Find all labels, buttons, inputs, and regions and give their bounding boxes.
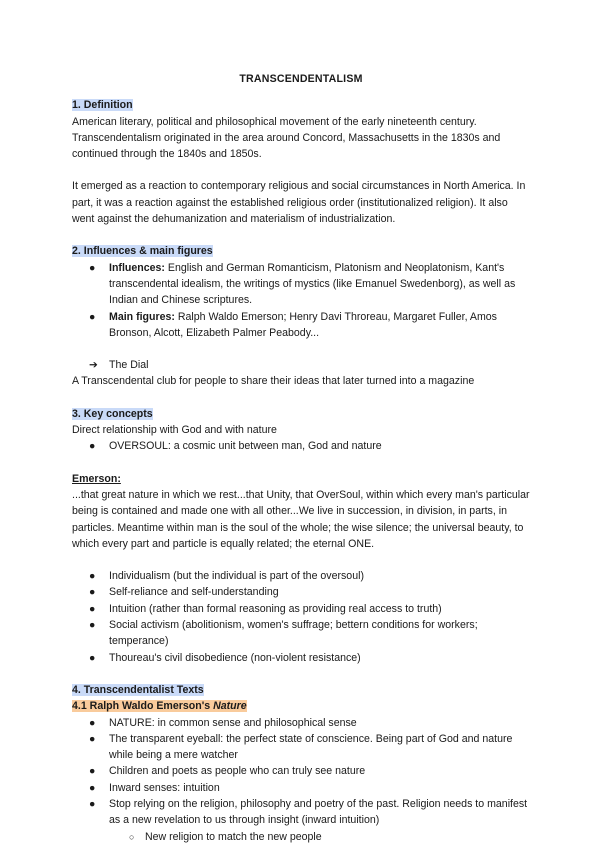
influences-list — [72, 260, 530, 341]
list-item: ● NATURE: in common sense and philosophical sense — [72, 715, 530, 731]
list-item: ● Inward senses: intuition — [72, 780, 530, 796]
list-item: ● Self-reliance and self-understanding — [72, 584, 530, 600]
circle-bullet-icon: ○ — [129, 831, 135, 842]
document-title: TRANSCENDENTALISM — [239, 73, 363, 85]
section-heading: 4. Transcendentalist Texts — [72, 683, 204, 696]
section-heading: 3. Key concepts — [72, 407, 153, 420]
list-item: ● Influences: English and German Romanticism, Platonism and Neoplatonism, Kant's transcendental idealism, the writings of mystics (like Emanuel Swedenborg), as well as Indian and Chinese scriptures. — [89, 261, 516, 307]
bullet-icon: ● — [89, 781, 96, 794]
section-key-concepts — [72, 406, 530, 666]
section-definition — [72, 97, 530, 227]
arrow-right-icon: ➔ — [89, 359, 98, 372]
bullet-icon: ● — [89, 765, 96, 778]
section-influences — [72, 243, 530, 389]
list-item: ● Individualism (but the individual is part of the oversoul) — [72, 568, 530, 584]
list-item: ● The transparent eyeball: the perfect state of conscience. Being part of God and nature while being a mere watcher — [89, 732, 513, 762]
bullet-icon: ● — [89, 651, 96, 664]
subsection-heading: 4.1 Ralph Waldo Emerson's Nature — [72, 700, 247, 713]
emerson-label: Emerson: — [72, 472, 121, 485]
bullet-icon: ● — [89, 586, 96, 599]
bullet-icon: ● — [89, 619, 96, 632]
emerson-quote: ...that great nature in which we rest...that Unity, that OverSoul, within which every man's particular being is contained and made one with all other...We live in succession, in division, in parts, in particles. Meantime within man is the soul of the whole; the wise silence; the universal beauty, to which every part and particle is equally related; the eternal ONE. — [72, 488, 530, 550]
section-heading: 2. Influences & main figures — [72, 245, 213, 258]
bullet-icon: ● — [89, 570, 96, 583]
paragraph: Direct relationship with God and with nature — [72, 424, 277, 437]
bullet-icon: ● — [89, 261, 96, 274]
list-item: ● Social activism (abolitionism, women's suffrage; bettern conditions for workers; temperance) — [89, 619, 478, 648]
list-item: ● Thoureau's civil disobedience (non-violent resistance) — [72, 650, 530, 666]
bullet-icon: ● — [89, 797, 96, 810]
list-item: ● Stop relying on the religion, philosophy and poetry of the past. Religion needs to manifest as a new revelation to us through insight (inward intuition) — [89, 797, 528, 827]
paragraph: It emerged as a reaction to contemporary religious and social circumstances in North America. In part, it was a reaction against the established religious order (institutionalized religion). It also went against the dehumanization and materialism of industrialization. — [72, 180, 526, 226]
list-item: ● Main figures: Ralph Waldo Emerson; Henry Davi Throreau, Margaret Fuller, Amos Bronson, Alcott, Elizabeth Palmer Peabody... — [89, 310, 497, 339]
bullet-icon: ● — [89, 310, 96, 323]
section-texts — [72, 682, 530, 845]
list-item: ● Children and poets as people who can truly see nature — [72, 763, 530, 779]
list-item: ● OVERSOUL: a cosmic unit between man, God and nature — [72, 438, 530, 454]
list-item: ○ New religion to match the new people — [72, 829, 530, 845]
bullet-icon: ● — [89, 732, 96, 745]
bullet-icon: ● — [89, 716, 96, 729]
section-heading: 1. Definition — [72, 99, 133, 112]
paragraph: A Transcendental club for people to share their ideas that later turned into a magazine — [72, 375, 475, 388]
paragraph: American literary, political and philosophical movement of the early nineteenth century. Transcendentalism originated in the area around Concord, Massachusetts in the 1830s and continued through the 1840s and 1850s. — [72, 115, 501, 161]
bullet-icon: ● — [89, 602, 96, 615]
list-item: ● Intuition (rather than formal reasoning as providing real access to truth) — [72, 601, 530, 617]
bullet-icon: ● — [89, 440, 96, 453]
nature-list — [72, 715, 530, 829]
concepts-list — [72, 568, 530, 666]
dial-item: ➔ The Dial — [72, 357, 530, 373]
nature-sublist — [72, 829, 530, 845]
